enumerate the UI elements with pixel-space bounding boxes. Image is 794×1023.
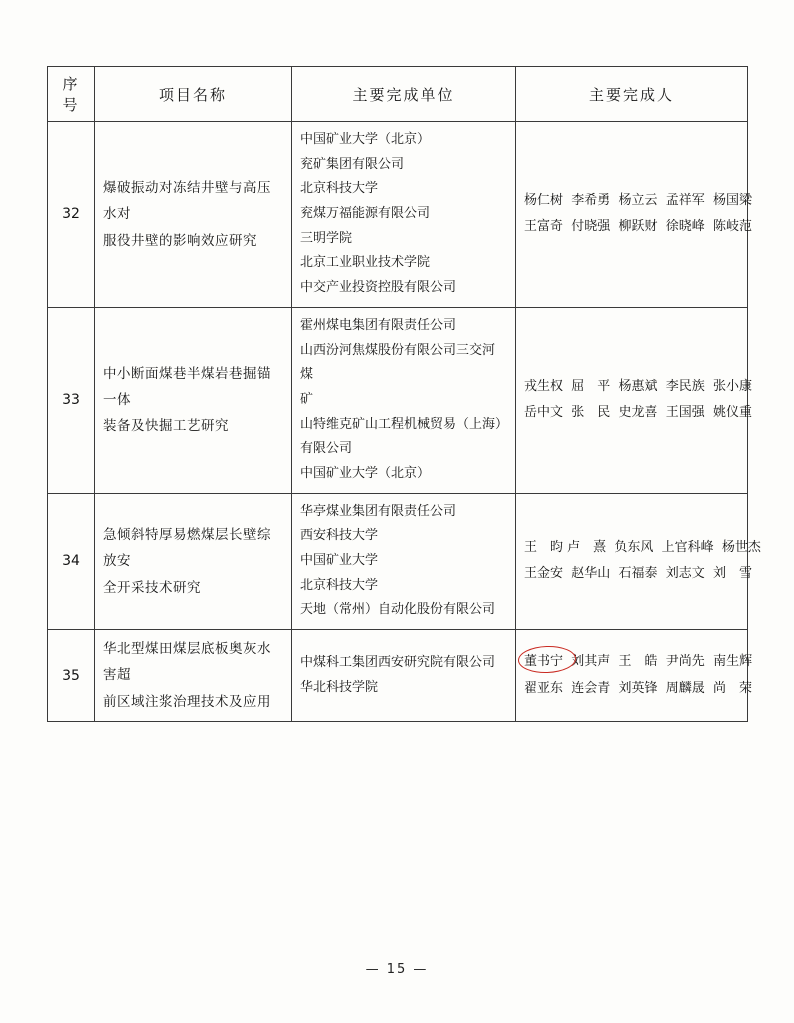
table-row [48,307,748,493]
column-header-no: 序号 [48,67,95,122]
cell-people [516,630,753,722]
unit-line: 北京科技大学 [300,577,379,593]
project-name-line: 装备及快掘工艺研究 [103,418,229,435]
project-name-line: 中小断面煤巷半煤岩巷掘锚一体 [103,365,271,409]
cell-project-name [95,307,292,493]
cell-project-name [95,493,292,629]
cell-sequence-number: 32 [48,122,95,308]
unit-line: 华亭煤业集团有限责任公司 [300,503,457,519]
column-header-units: 主要完成单位 [292,67,516,122]
project-name-line: 全开采技术研究 [103,579,201,596]
cell-units [292,122,516,308]
cell-people [516,493,761,629]
unit-line: 山西汾河焦煤股份有限公司三交河煤 [300,342,496,383]
award-project-table [47,66,761,722]
cell-units [292,307,516,493]
cell-sequence-number: 33 [48,307,95,493]
unit-line: 三明学院 [300,230,353,246]
cell-people [516,307,753,493]
column-header-project-name: 项目名称 [95,67,292,122]
people-line-rest: 刘其声 王 皓 尹尚先 南生辉 [563,653,753,669]
unit-line: 山特维克矿山工程机械贸易（上海） [300,416,509,432]
unit-line: 中交产业投资控股有限公司 [300,280,457,296]
table-row [48,630,748,722]
page-number: — 15 — [365,962,429,977]
people-line: 杨仁树 李希勇 杨立云 孟祥军 杨国梁 [524,192,753,208]
people-line: 戎生权 屈 平 杨惠斌 李民族 张小康 [524,378,753,394]
unit-line: 有限公司 [300,441,353,457]
project-name-line: 前区域注浆治理技术及应用 [103,693,271,710]
cell-units [292,630,516,722]
unit-line: 北京科技大学 [300,181,379,197]
unit-line: 中国矿业大学（北京） [300,132,431,147]
people-line: 王富奇 付晓强 柳跃财 徐晓峰 陈岐范 [524,219,753,235]
unit-line: 北京工业职业技术学院 [300,255,431,271]
table-row [48,122,748,308]
highlighted-person-annotation: 董书宁 [524,649,563,676]
project-name-line: 爆破振动对冻结井壁与高压水对 [103,179,271,223]
unit-line: 西安科技大学 [300,528,379,544]
unit-line: 兖矿集团有限公司 [300,156,405,172]
unit-line: 华北科技学院 [300,679,379,695]
cell-people [516,122,753,308]
cell-units [292,493,516,629]
table-row [48,493,748,629]
unit-line: 霍州煤电集团有限责任公司 [300,317,457,333]
unit-line: 兖煤万福能源有限公司 [300,206,431,222]
people-line [524,649,753,676]
unit-line: 矿 [300,391,314,407]
people-line: 王 昀 卢 熹 负东风 上官科峰 杨世杰 [524,539,761,555]
cell-project-name [95,122,292,308]
people-line: 翟亚东 连会青 刘英锋 周麟晟 尚 荣 [524,680,753,696]
people-line: 王金安 赵华山 石福泰 刘志文 刘 雪 [524,566,753,582]
project-name-line: 服役井壁的影响效应研究 [103,232,257,249]
people-line: 岳中文 张 民 史龙喜 王国强 姚仪重 [524,405,753,421]
project-name-line: 华北型煤田煤层底板奥灰水害超 [103,641,271,684]
cell-sequence-number: 35 [48,630,95,722]
unit-line: 中煤科工集团西安研究院有限公司 [300,654,496,670]
cell-project-name [95,630,292,722]
unit-line: 中国矿业大学（北京） [300,465,431,481]
cell-sequence-number: 34 [48,493,95,629]
unit-line: 中国矿业大学 [300,553,379,568]
table-header-row [48,67,748,122]
column-header-people: 主要完成人 [516,67,748,122]
unit-line: 天地（常州）自动化股份有限公司 [300,602,496,618]
project-name-line: 急倾斜特厚易燃煤层长壁综放安 [103,526,271,570]
